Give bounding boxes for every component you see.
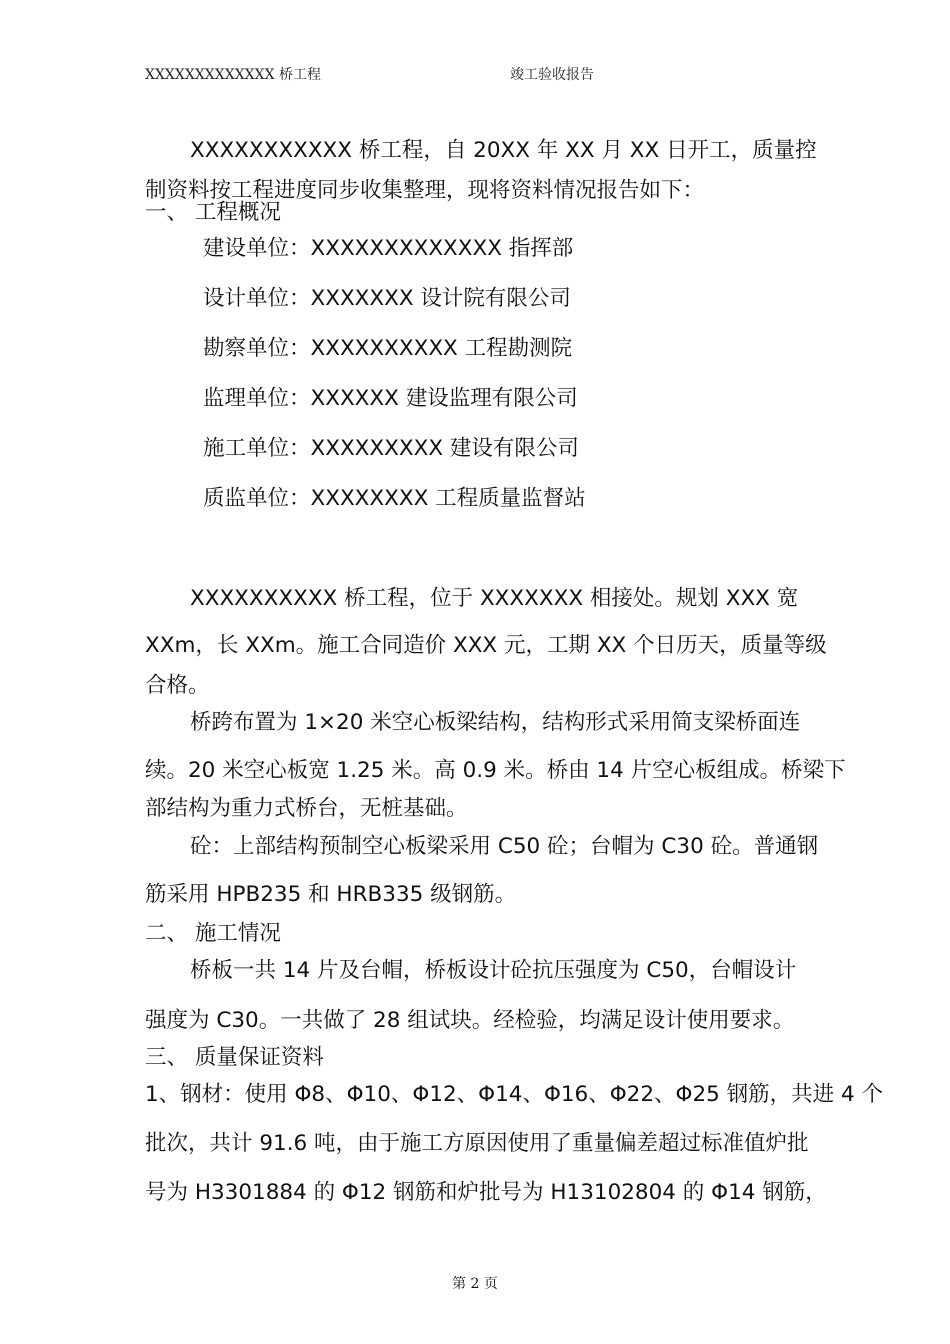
- unit-builder: 建设单位：XXXXXXXXXXXXX 指挥部: [203, 236, 574, 261]
- overview-line-1: XXXXXXXXXX 桥工程，位于 XXXXXXX 相接处。规划 XXX 宽: [190, 586, 799, 611]
- unit-surveyor: 勘察单位：XXXXXXXXXX 工程勘测院: [203, 336, 573, 361]
- steel-line-2: 批次，共计 91.6 吨，由于施工方原因使用了重量偏差超过标准值炉批: [145, 1131, 809, 1156]
- page-number: 第 2 页: [452, 1276, 498, 1292]
- overview-line-8: 筋采用 HPB235 和 HRB335 级钢筋。: [145, 882, 517, 907]
- intro-line-1: XXXXXXXXXXX 桥工程，自 20XX 年 XX 月 XX 日开工，质量控: [190, 138, 817, 163]
- overview-line-3: 合格。: [145, 673, 210, 698]
- section-2-heading: 二、 施工情况: [145, 921, 281, 946]
- unit-designer: 设计单位：XXXXXXX 设计院有限公司: [203, 286, 571, 311]
- overview-line-4: 桥跨布置为 1×20 米空心板梁结构，结构形式采用简支梁桥面连: [190, 710, 801, 735]
- header-report-title: 竣工验收报告: [510, 67, 594, 83]
- overview-line-7: 砼：上部结构预制空心板梁采用 C50 砼；台帽为 C30 砼。普通钢: [190, 834, 819, 859]
- unit-supervisor: 监理单位：XXXXXX 建设监理有限公司: [203, 386, 578, 411]
- section-1-heading: 一、 工程概况: [145, 200, 281, 225]
- overview-line-6: 部结构为重力式桥台，无桩基础。: [145, 796, 468, 821]
- overview-line-2: XXm，长 XXm。施工合同造价 XXX 元，工期 XX 个日历天，质量等级: [145, 633, 827, 658]
- construction-line-1: 桥板一共 14 片及台帽，桥板设计砼抗压强度为 C50，台帽设计: [190, 958, 797, 983]
- unit-contractor: 施工单位：XXXXXXXXX 建设有限公司: [203, 436, 579, 461]
- overview-line-5: 续。20 米空心板宽 1.25 米。高 0.9 米。桥由 14 片空心板组成。桥梁下: [145, 758, 846, 783]
- steel-line-3: 号为 H3301884 的 Φ12 钢筋和炉批号为 H13102804 的 Φ14 钢筋，: [145, 1180, 827, 1205]
- construction-line-2: 强度为 C30。一共做了 28 组试块。经检验，均满足设计使用要求。: [145, 1008, 795, 1033]
- header-project-name: XXXXXXXXXXXXX 桥工程: [145, 67, 322, 83]
- unit-quality-station: 质监单位：XXXXXXXX 工程质量监督站: [203, 486, 586, 511]
- section-3-heading: 三、 质量保证资料: [145, 1045, 324, 1070]
- steel-line-1: 1、钢材：使用 Φ8、Φ10、Φ12、Φ14、Φ16、Φ22、Φ25 钢筋，共进 4 个: [145, 1082, 883, 1107]
- intro-line-2: 制资料按工程进度同步收集整理，现将资料情况报告如下：: [145, 178, 705, 203]
